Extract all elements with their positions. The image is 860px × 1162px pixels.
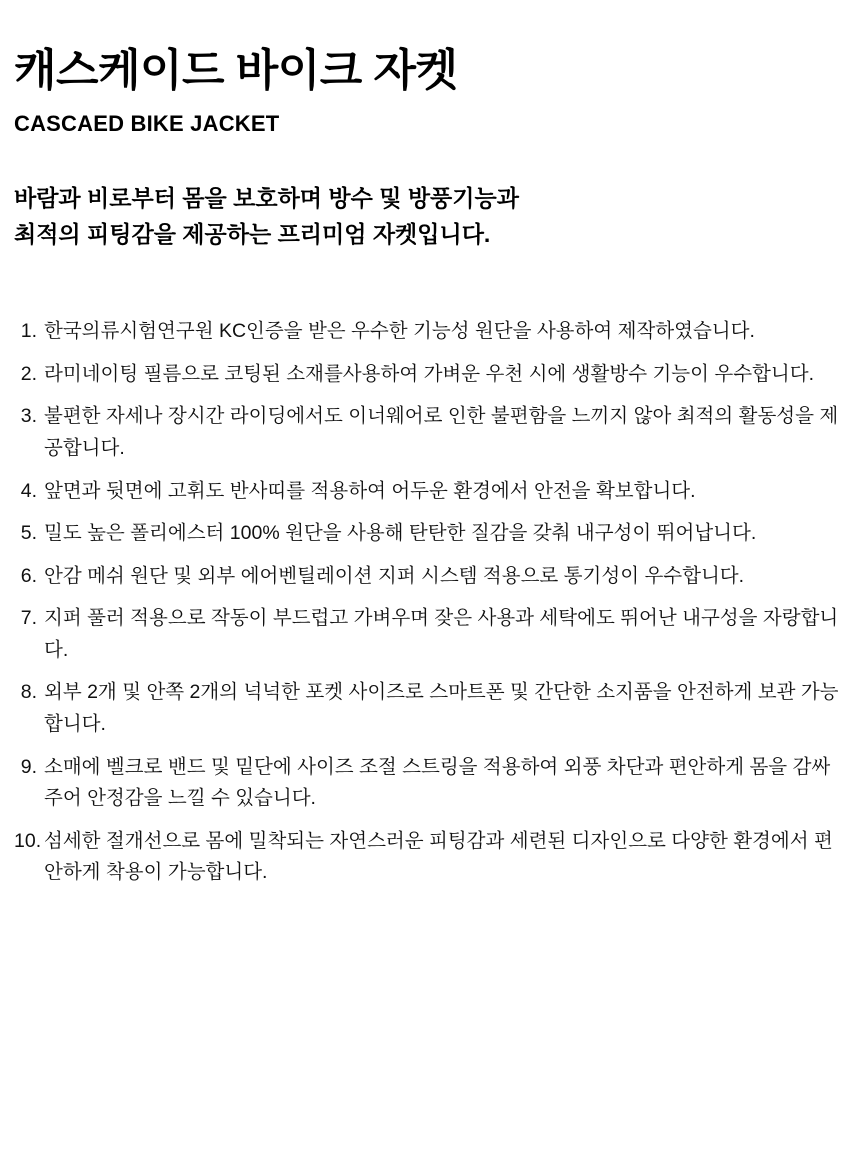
list-item-number: 1. [20,320,37,343]
list-item-text: 불편한 자세나 장시간 라이딩에서도 이너웨어로 인한 불편함을 느끼지 않아 최적의 활동성을 제공합니다. [44,405,839,459]
list-item [14,401,846,464]
list-item [14,677,846,740]
list-item-text: 밀도 높은 폴리에스터 100% 원단을 사용해 탄탄한 질감을 갖춰 내구성이 뛰어납니다. [44,522,757,545]
list-item-number: 9. [20,755,37,778]
product-lead-line-1: 바람과 비로부터 몸을 보호하며 방수 및 방풍기능과 [14,184,519,211]
list-item [14,603,846,666]
list-item-number: 2. [20,362,37,385]
list-item [14,316,846,348]
list-item-number: 8. [20,681,37,704]
list-item-number: 3. [20,405,37,428]
page-title: 캐스케이드 바이크 자켓 [14,46,458,95]
list-item [14,518,846,550]
list-item-text: 안감 메쉬 원단 및 외부 에어벤틸레이션 지퍼 시스템 적용으로 통기성이 우수합니다. [44,564,745,587]
list-item-number: 4. [20,479,37,502]
product-lead-line-2: 최적의 피팅감을 제공하는 프리미엄 자켓입니다. [14,220,491,247]
list-item-text: 라미네이팅 필름으로 코팅된 소재를사용하여 가벼운 우천 시에 생활방수 기능이 우수합니다. [44,362,814,385]
list-item-number: 6. [20,564,37,587]
list-item-number: 7. [20,607,37,630]
list-item [14,826,846,889]
list-item [14,359,846,391]
list-item-text: 지퍼 풀러 적용으로 작동이 부드럽고 가벼우며 잦은 사용과 세탁에도 뛰어난 내구성을 자랑합니다. [44,607,839,661]
list-item [14,476,846,508]
list-item [14,561,846,593]
list-item [14,752,846,815]
list-item-text: 한국의류시험연구원 KC인증을 받은 우수한 기능성 원단을 사용하여 제작하였습니다. [44,320,755,343]
list-item-text: 앞면과 뒷면에 고휘도 반사띠를 적용하여 어두운 환경에서 안전을 확보합니다. [44,479,696,502]
product-lead-paragraph [14,181,846,252]
feature-list [14,316,846,889]
page-subtitle-english: CASCAED BIKE JACKET [14,110,280,136]
list-item-number: 10. [14,829,42,852]
list-item-text: 외부 2개 및 안쪽 2개의 넉넉한 포켓 사이즈로 스마트폰 및 간단한 소지품을 안전하게 보관 가능합니다. [44,681,839,736]
list-item-text: 섬세한 절개선으로 몸에 밀착되는 자연스러운 피팅감과 세련된 디자인으로 다양한 환경에서 편안하게 착용이 가능합니다. [44,829,833,884]
list-item-text: 소매에 벨크로 밴드 및 밑단에 사이즈 조절 스트링을 적용하여 외풍 차단과 편안하게 몸을 감싸주어 안정감을 느낄 수 있습니다. [44,755,831,810]
list-item-number: 5. [20,522,37,545]
